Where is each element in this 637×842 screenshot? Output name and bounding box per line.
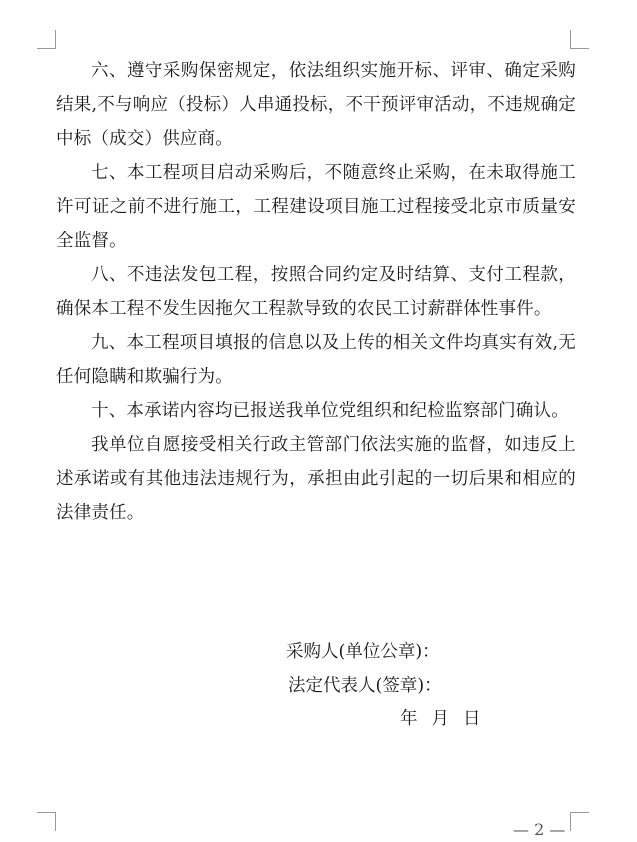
closing-statement: 我单位自愿接受相关行政主管部门依法实施的监督，如违反上述承诺或有其他违法违规行为，承担由此引起的一切后果和相应的法律责任。	[56, 435, 576, 523]
purchaser-seal-line: 采购人(单位公章)：	[286, 642, 440, 662]
clause-7: 七、本工程项目启动采购后，不随意终止采购，在未取得施工许可证之前不进行施工，工程建设项目施工过程接受北京市质量安全监督。	[56, 163, 576, 251]
clause-10: 十、本承诺内容均已报送我单位党组织和纪检监察部门确认。	[91, 401, 569, 421]
page-number: — 2 —	[513, 820, 566, 839]
date-line: 年月日	[400, 709, 495, 729]
clause-9: 九、本工程项目填报的信息以及上传的相关文件均真实有效,无任何隐瞒和欺骗行为。	[56, 333, 576, 387]
clause-8: 八、不违法发包工程，按照合同约定及时结算、支付工程款，确保本工程不发生因拖欠工程款导致的农民工讨薪群体性事件。	[56, 265, 576, 319]
page-corner-mark-top-left	[37, 30, 56, 49]
page-corner-mark-bottom-right	[570, 812, 589, 831]
page-corner-mark-bottom-left	[37, 812, 56, 831]
document-body	[56, 54, 576, 530]
page-corner-mark-top-right	[570, 30, 589, 49]
legal-representative-signature-line: 法定代表人(签章)：	[288, 676, 442, 696]
clause-6: 六、遵守采购保密规定，依法组织实施开标、评审、确定采购结果,不与响应（投标）人串通投标，不干预评审活动，不违规确定中标（成交）供应商。	[56, 61, 576, 149]
